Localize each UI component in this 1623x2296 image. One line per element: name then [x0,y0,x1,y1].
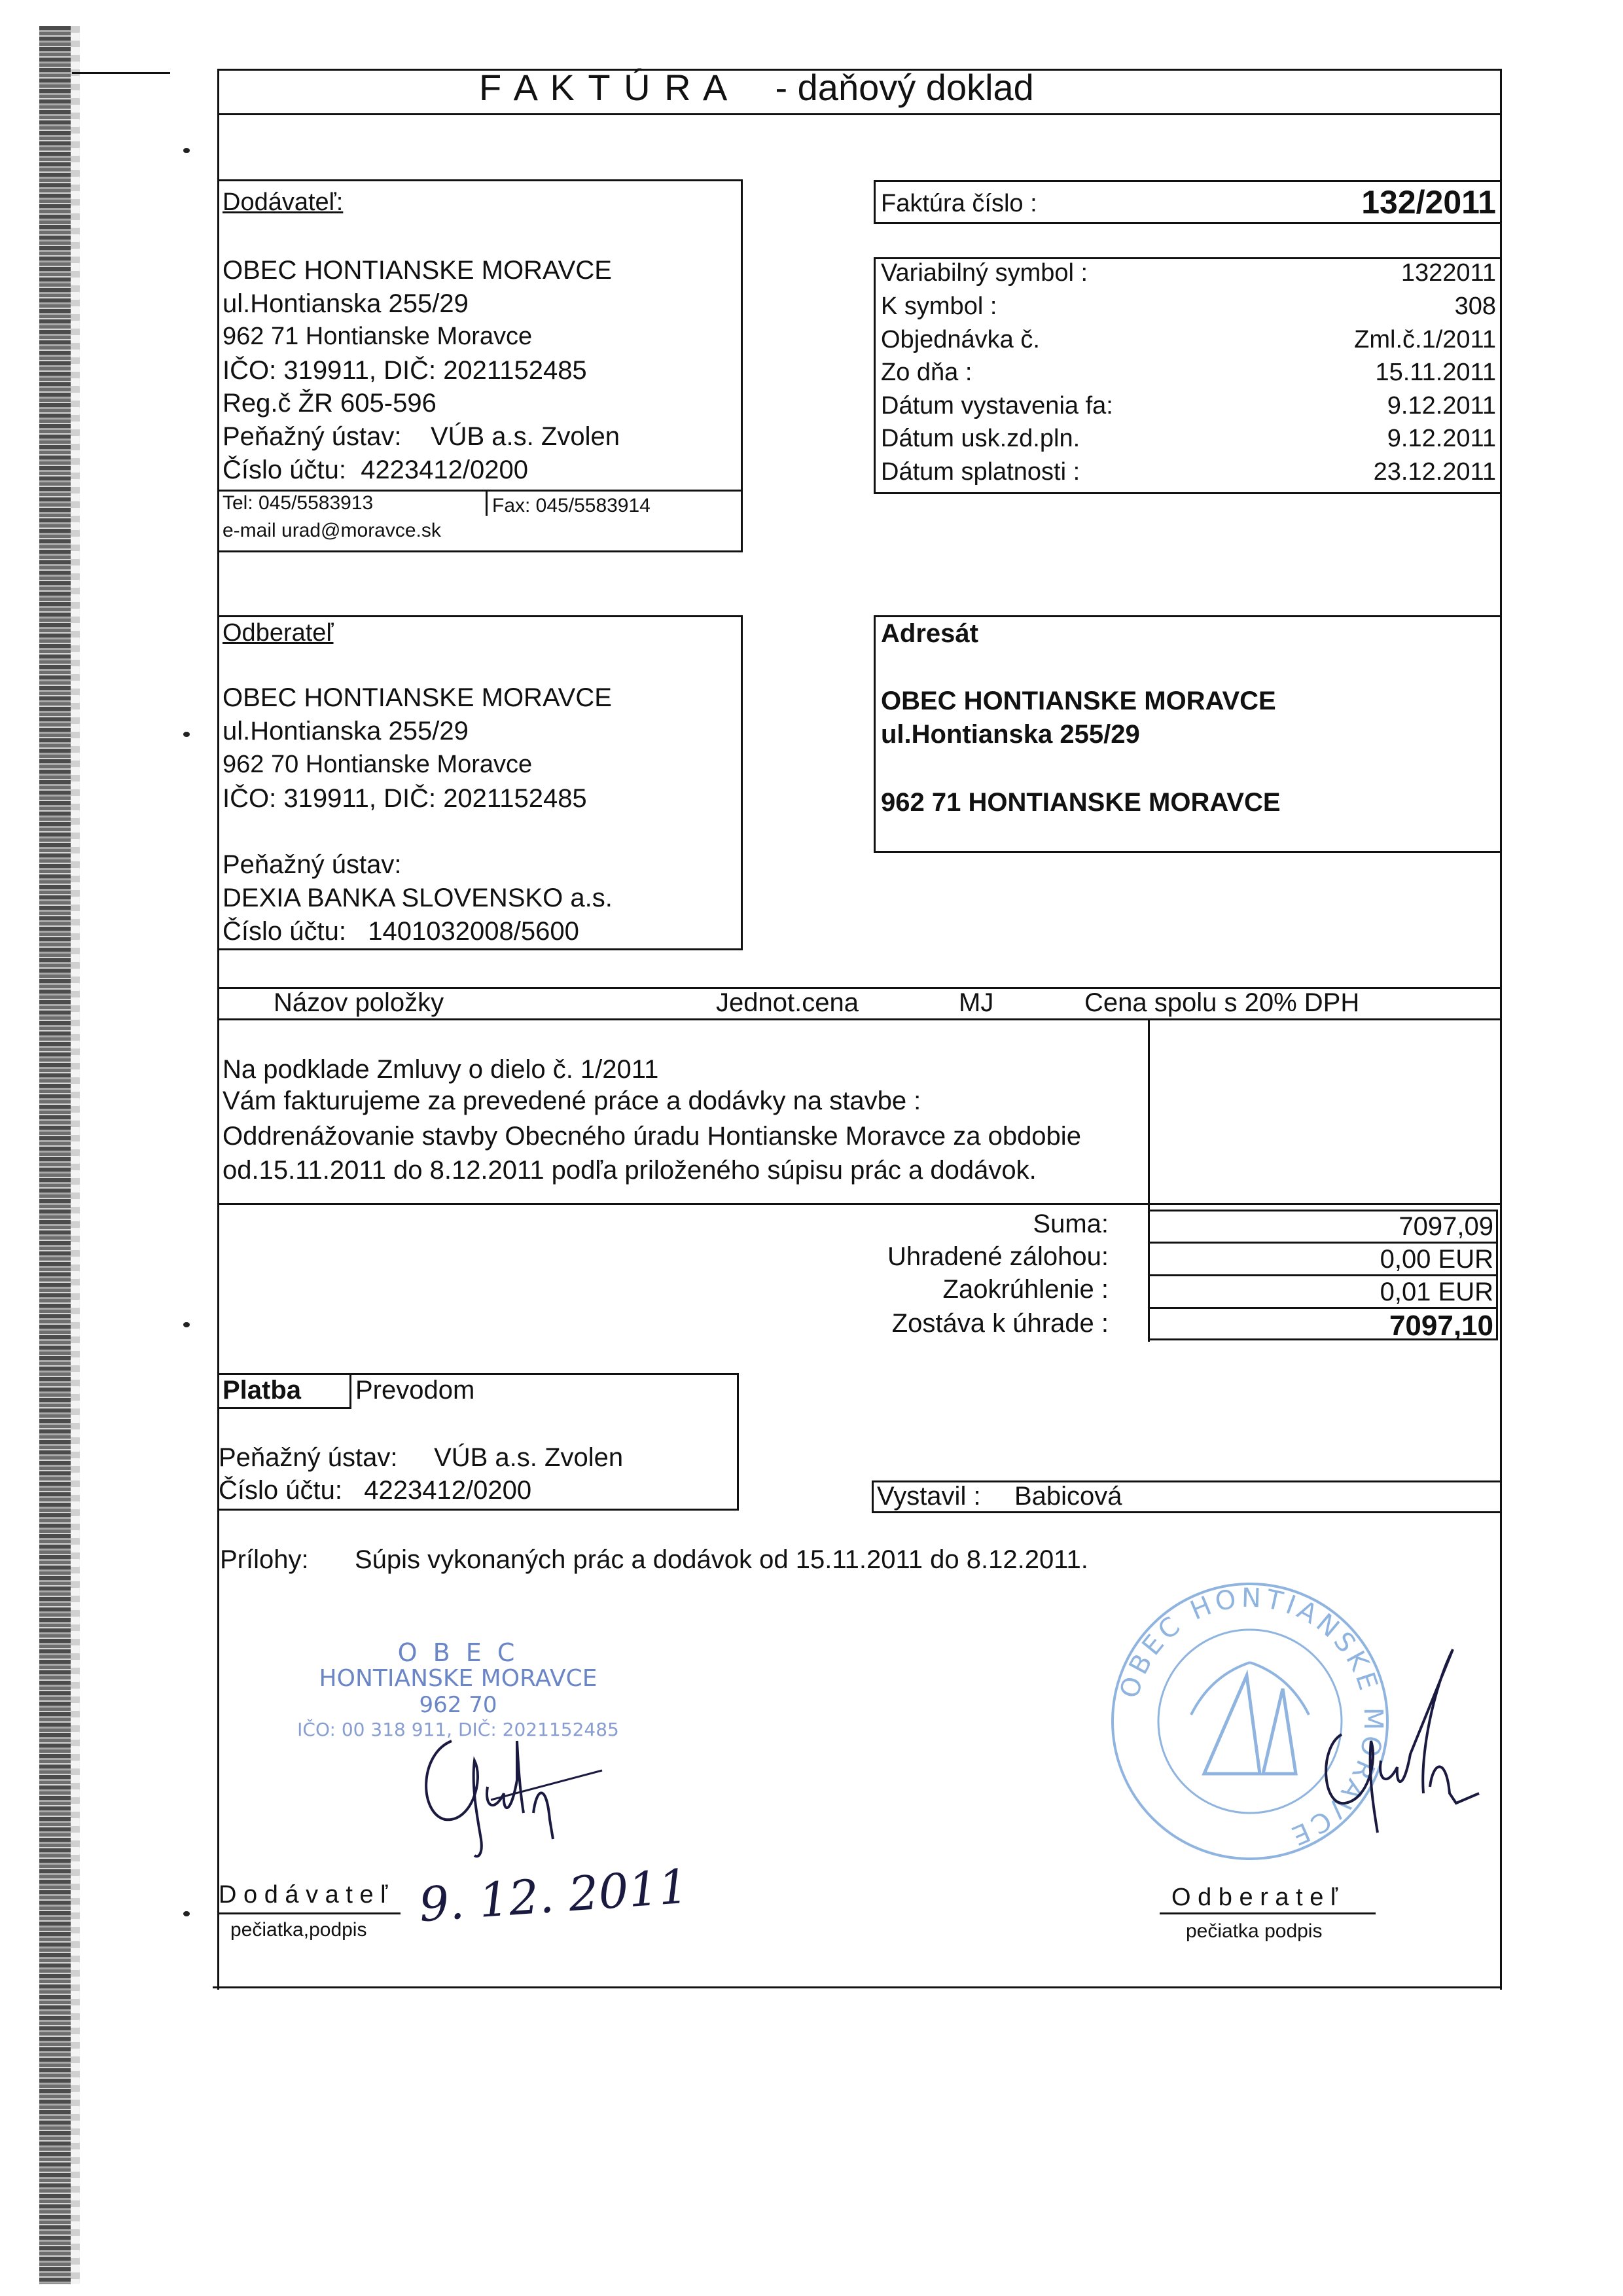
total-label: Uhradené zálohou: [887,1242,1109,1271]
detail-value: 308 [1454,293,1496,320]
customer-signature [1315,1636,1512,1846]
items-bottom-line [217,1203,1502,1205]
total-value: 7097,09 [1399,1212,1493,1241]
punch-dot [183,732,190,737]
title-sub: - daňový doklad [775,67,1034,108]
item-text-line: Vám fakturujeme za prevedené práce a dodávky na stavbe : [223,1086,921,1115]
invoice-number-label: Faktúra číslo : [881,190,1037,217]
scan-edge-shadow [71,26,80,2284]
item-text-line: Na podklade Zmluvy o dielo č. 1/2011 [223,1055,659,1084]
addressee-line: ul.Hontianska 255/29 [881,720,1140,749]
addressee-city: 962 71 HONTIANSKE MORAVCE [881,788,1281,817]
supplier-signature-label: D o d á v a t e ľ [219,1881,388,1909]
supplier-line: Reg.č ŽR 605-596 [223,389,437,418]
detail-label: Objednávka č. [881,326,1040,353]
supplier-line: Peňažný ústav: VÚB a.s. Zvolen [223,422,620,451]
total-value: 0,00 EUR [1380,1245,1493,1274]
customer-heading: Odberateľ [223,619,334,647]
supplier-contact-divider [217,490,743,492]
supplier-line: OBEC HONTIANSKE MORAVCE [223,256,612,285]
supplier-signature [406,1715,628,1865]
detail-label: Zo dňa : [881,359,972,386]
addressee-line: OBEC HONTIANSKE MORAVCE [881,687,1276,715]
totals-row-divider [1148,1307,1498,1309]
stamp-line: IČO: 00 318 911, DIČ: 2021152485 [297,1719,619,1740]
total-label: Suma: [1033,1210,1109,1238]
payment-method: Prevodom [355,1376,475,1405]
attachments-label: Prílohy: [220,1545,309,1574]
frame-bottom-line [213,1986,1502,1988]
customer-line: OBEC HONTIANSKE MORAVCE [223,683,612,712]
issued-by-name: Babicová [1014,1482,1122,1511]
item-text-line: Oddrenážovanie stavby Obecného úradu Hontianske Moravce za obdobie [223,1122,1081,1151]
payment-label-underline [217,1407,351,1409]
total-label: Zaokrúhlenie : [942,1275,1109,1304]
detail-value: 23.12.2011 [1373,458,1496,486]
totals-row-divider [1148,1274,1498,1276]
addressee-heading: Adresát [881,619,978,648]
supplier-fax: Fax: 045/5583914 [492,495,651,516]
payment-account: Číslo účtu: 4223412/0200 [219,1476,532,1505]
col-header-total: Cena spolu s 20% DPH [1084,988,1360,1017]
issued-by-label: Vystavil : [877,1482,981,1511]
supplier-signature-sub: pečiatka,podpis [230,1919,367,1941]
payment-label: Platba [223,1376,302,1405]
item-text-line: od.15.11.2011 do 8.12.2011 podľa priloženého súpisu prác a dodávok. [223,1156,1037,1185]
customer-line: 962 70 Hontianske Moravce [223,751,533,778]
title-underline [217,113,1502,115]
detail-label: K symbol : [881,293,997,320]
customer-signature-sub: pečiatka podpis [1186,1920,1323,1942]
supplier-line: 962 71 Hontianske Moravce [223,323,533,350]
document-title [479,69,1034,106]
detail-value: 15.11.2011 [1375,359,1496,386]
supplier-email: e-mail urad@moravce.sk [223,520,441,541]
invoice-number-value: 132/2011 [1361,184,1496,221]
customer-bank-line: Peňažný ústav: [223,850,402,879]
detail-label: Variabilný symbol : [881,259,1088,287]
customer-line: ul.Hontianska 255/29 [223,717,469,745]
detail-value: 9.12.2011 [1387,425,1496,452]
col-header-unit-price: Jednot.cena [716,988,859,1017]
customer-bank-line: Číslo účtu: 1401032008/5600 [223,917,579,946]
title-main: F A K T Ú R A [479,67,728,108]
detail-label: Dátum vystavenia fa: [881,392,1113,420]
items-header-bottom [217,1018,1502,1020]
stamp-line: HONTIANSKE MORAVCE [319,1665,597,1692]
customer-bank-line: DEXIA BANKA SLOVENSKO a.s. [223,884,613,912]
col-header-name: Názov položky [274,988,444,1017]
supplier-line: Číslo účtu: 4223412/0200 [223,456,529,484]
customer-signature-underline [1160,1912,1376,1914]
round-stamp-text: OBEC HONTIANSKE MORAVCE [1114,1583,1389,1852]
payment-bank: Peňažný ústav: VÚB a.s. Zvolen [219,1443,624,1472]
scan-edge-artifact [39,26,72,2284]
total-value: 0,01 EUR [1380,1278,1493,1306]
stamp-line: O B E C [397,1638,519,1667]
supplier-tel: Tel: 045/5583913 [223,492,374,514]
handwritten-date: 9. 12. 2011 [417,1858,690,1933]
supplier-signature-underline [217,1912,401,1914]
punch-dot [183,148,190,153]
totals-row-divider [1148,1242,1498,1244]
supplier-line: IČO: 319911, DIČ: 2021152485 [223,356,587,385]
customer-line: IČO: 319911, DIČ: 2021152485 [223,784,587,813]
stamp-line: 962 70 [419,1692,497,1718]
payment-method-separator [349,1373,351,1408]
detail-value: Zml.č.1/2011 [1354,326,1496,353]
scan-mark [72,72,170,74]
total-label: Zostáva k úhrade : [891,1309,1109,1338]
punch-dot [183,1322,190,1327]
detail-label: Dátum splatnosti : [881,458,1080,486]
customer-signature-label: O d b e r a t e ľ [1171,1884,1338,1911]
detail-value: 9.12.2011 [1387,392,1496,420]
supplier-contact-separator [486,490,488,516]
col-header-unit: MJ [959,988,994,1017]
supplier-heading: Dodávateľ: [223,188,344,216]
detail-label: Dátum usk.zd.pln. [881,425,1080,452]
supplier-line: ul.Hontianska 255/29 [223,289,469,318]
detail-value: 1322011 [1400,259,1496,287]
attachments-text: Súpis vykonaných prác a dodávok od 15.11.2011 do 8.12.2011. [355,1545,1088,1574]
total-value-due: 7097,10 [1389,1310,1493,1342]
punch-dot [183,1911,190,1916]
